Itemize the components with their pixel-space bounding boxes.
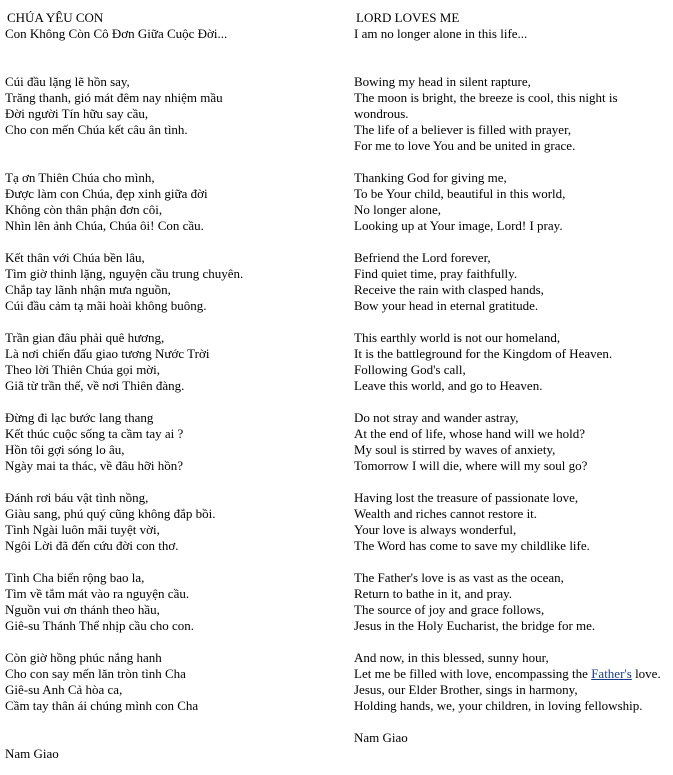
poem-line: At the end of life, whose hand will we hold? bbox=[354, 426, 586, 441]
poem-line: Kết thân với Chúa bền lâu, bbox=[5, 250, 145, 265]
stanza-6 bbox=[5, 490, 335, 554]
poem-line: Jesus in the Holy Eucharist, the bridge for me. bbox=[354, 618, 596, 633]
poem-line: Theo lời Thiên Chúa gọi mời, bbox=[5, 362, 161, 377]
poem-line: Cúi đầu lặng lẽ hồn say, bbox=[5, 74, 130, 89]
poem-line: Following God's call, bbox=[354, 362, 466, 377]
poem-line: Tìm giờ thinh lặng, nguyện cầu trung chuyên. bbox=[5, 266, 244, 281]
stanza-2 bbox=[354, 170, 666, 234]
poem-line: The source of joy and grace follows, bbox=[354, 602, 545, 617]
poem-line: Đừng đi lạc bước lang thang bbox=[5, 410, 154, 425]
poem-line: Đời người Tín hữu say cầu, bbox=[5, 106, 149, 121]
poem-line: Jesus, our Elder Brother, sings in harmony, bbox=[354, 682, 578, 697]
poem-line: Holding hands, we, your children, in loving fellowship. bbox=[354, 698, 643, 713]
poem-line: Giàu sang, phú quý cũng không đắp bồi. bbox=[5, 506, 216, 521]
poem-line: The Word has come to save my childlike life. bbox=[354, 538, 590, 553]
poem-subtitle: I am no longer alone in this life... bbox=[354, 26, 528, 41]
poem-line: Hồn tôi gợi sóng lo âu, bbox=[5, 442, 125, 457]
poem-subtitle: Con Không Còn Cô Đơn Giữa Cuộc Đời... bbox=[5, 26, 228, 41]
poem-line: Cho con say mến lăn tròn tình Cha bbox=[5, 666, 186, 681]
poem-line: Cúi đầu cảm tạ mãi hoài không buông. bbox=[5, 298, 207, 313]
poem-title: LORD LOVES ME bbox=[356, 10, 460, 25]
poem-line: Return to bathe in it, and pray. bbox=[354, 586, 513, 601]
vietnamese-poem-column bbox=[5, 10, 335, 762]
stanza-3 bbox=[5, 250, 335, 314]
poem-line-text: love. bbox=[631, 666, 661, 681]
poem-line: Tomorrow I will die, where will my soul go? bbox=[354, 458, 588, 473]
poem-line: Do not stray and wander astray, bbox=[354, 410, 519, 425]
stanza-5 bbox=[5, 410, 335, 474]
poem-line: For me to love You and be united in grace. bbox=[354, 138, 576, 153]
poem-line: Tìm về tắm mát vào ra nguyện cầu. bbox=[5, 586, 190, 601]
poem-line: Trăng thanh, gió mát đêm nay nhiệm mầu bbox=[5, 90, 223, 105]
poem-line: Thanking God for giving me, bbox=[354, 170, 507, 185]
poem-line: Leave this world, and go to Heaven. bbox=[354, 378, 543, 393]
poem-line: Wealth and riches cannot restore it. bbox=[354, 506, 538, 521]
poem-line: Kết thúc cuộc sống ta cầm tay ai ? bbox=[5, 426, 184, 441]
poem-line: My soul is stirred by waves of anxiety, bbox=[354, 442, 556, 457]
poem-line: Cho con mến Chúa kết câu ân tình. bbox=[5, 122, 188, 137]
poem-title: CHÚA YÊU CON bbox=[7, 10, 104, 25]
poem-line: Giê-su Anh Cả hòa ca, bbox=[5, 682, 123, 697]
stanza-2 bbox=[5, 170, 335, 234]
poem-author: Nam Giao bbox=[354, 730, 408, 745]
poem-line: Còn giờ hồng phúc nắng hanh bbox=[5, 650, 162, 665]
poem-line: It is the battleground for the Kingdom of Heaven. bbox=[354, 346, 613, 361]
poem-line: Là nơi chiến đấu giao tương Nước Trời bbox=[5, 346, 210, 361]
stanza-5 bbox=[354, 410, 666, 474]
poem-line-text: Let me be filled with love, encompassing the bbox=[354, 666, 592, 681]
stanza-4 bbox=[5, 330, 335, 394]
poem-line: Befriend the Lord forever, bbox=[354, 250, 491, 265]
poem-line: Bowing my head in silent rapture, bbox=[354, 74, 531, 89]
poem-line: Không còn thân phận đơn côi, bbox=[5, 202, 163, 217]
poem-line: Chắp tay lãnh nhận mưa nguồn, bbox=[5, 282, 171, 297]
poem-line: Looking up at Your image, Lord! I pray. bbox=[354, 218, 563, 233]
stanza-7 bbox=[5, 570, 335, 634]
poem-line: Tạ ơn Thiên Chúa cho mình, bbox=[5, 170, 155, 185]
stanza-8 bbox=[5, 650, 335, 714]
poem-line: Nhìn lên ảnh Chúa, Chúa ôi! Con cầu. bbox=[5, 218, 204, 233]
stanza-8 bbox=[354, 650, 666, 714]
stanza-6 bbox=[354, 490, 666, 554]
poem-line: To be Your child, beautiful in this world, bbox=[354, 186, 566, 201]
poem-line: Được làm con Chúa, đẹp xinh giữa đời bbox=[5, 186, 208, 201]
poem-line: Trần gian đâu phải quê hương, bbox=[5, 330, 165, 345]
fathers-link[interactable]: Father's bbox=[591, 666, 632, 681]
stanza-7 bbox=[354, 570, 666, 634]
poem-line: Ngày mai ta thác, về đâu hỡi hồn? bbox=[5, 458, 183, 473]
stanza-4 bbox=[354, 330, 666, 394]
poem-line: Ngôi Lời đã đến cứu đời con thơ. bbox=[5, 538, 179, 553]
poem-line: And now, in this blessed, sunny hour, bbox=[354, 650, 549, 665]
poem-author: Nam Giao bbox=[5, 746, 59, 761]
poem-line: Tình Ngài luôn mãi tuyệt vời, bbox=[5, 522, 160, 537]
poem-line: Find quiet time, pray faithfully. bbox=[354, 266, 518, 281]
poem-line: Bow your head in eternal gratitude. bbox=[354, 298, 539, 313]
poem-line: Tình Cha biển rộng bao la, bbox=[5, 570, 145, 585]
poem-line: No longer alone, bbox=[354, 202, 442, 217]
poem-line: Giê-su Thánh Thể nhịp cầu cho con. bbox=[5, 618, 195, 633]
english-poem-column bbox=[354, 10, 666, 746]
poem-line: Receive the rain with clasped hands, bbox=[354, 282, 544, 297]
poem-line bbox=[354, 666, 666, 682]
poem-line: The Father's love is as vast as the ocean, bbox=[354, 570, 564, 585]
poem-line: The moon is bright, the breeze is cool, this night is wondrous. bbox=[354, 90, 618, 121]
poem-line: Giã từ trần thế, về nơi Thiên đàng. bbox=[5, 378, 185, 393]
stanza-1 bbox=[5, 74, 335, 138]
poem-line: The life of a believer is filled with prayer, bbox=[354, 122, 572, 137]
poem-line: Nguồn vui ơn thánh theo hầu, bbox=[5, 602, 160, 617]
poem-line: Your love is always wonderful, bbox=[354, 522, 517, 537]
poem-line: Đánh rơi báu vật tình nồng, bbox=[5, 490, 149, 505]
stanza-3 bbox=[354, 250, 666, 314]
stanza-1 bbox=[354, 74, 666, 154]
poem-line: Having lost the treasure of passionate love, bbox=[354, 490, 579, 505]
poem-line: This earthly world is not our homeland, bbox=[354, 330, 561, 345]
poem-line: Cầm tay thân ái chúng mình con Cha bbox=[5, 698, 199, 713]
